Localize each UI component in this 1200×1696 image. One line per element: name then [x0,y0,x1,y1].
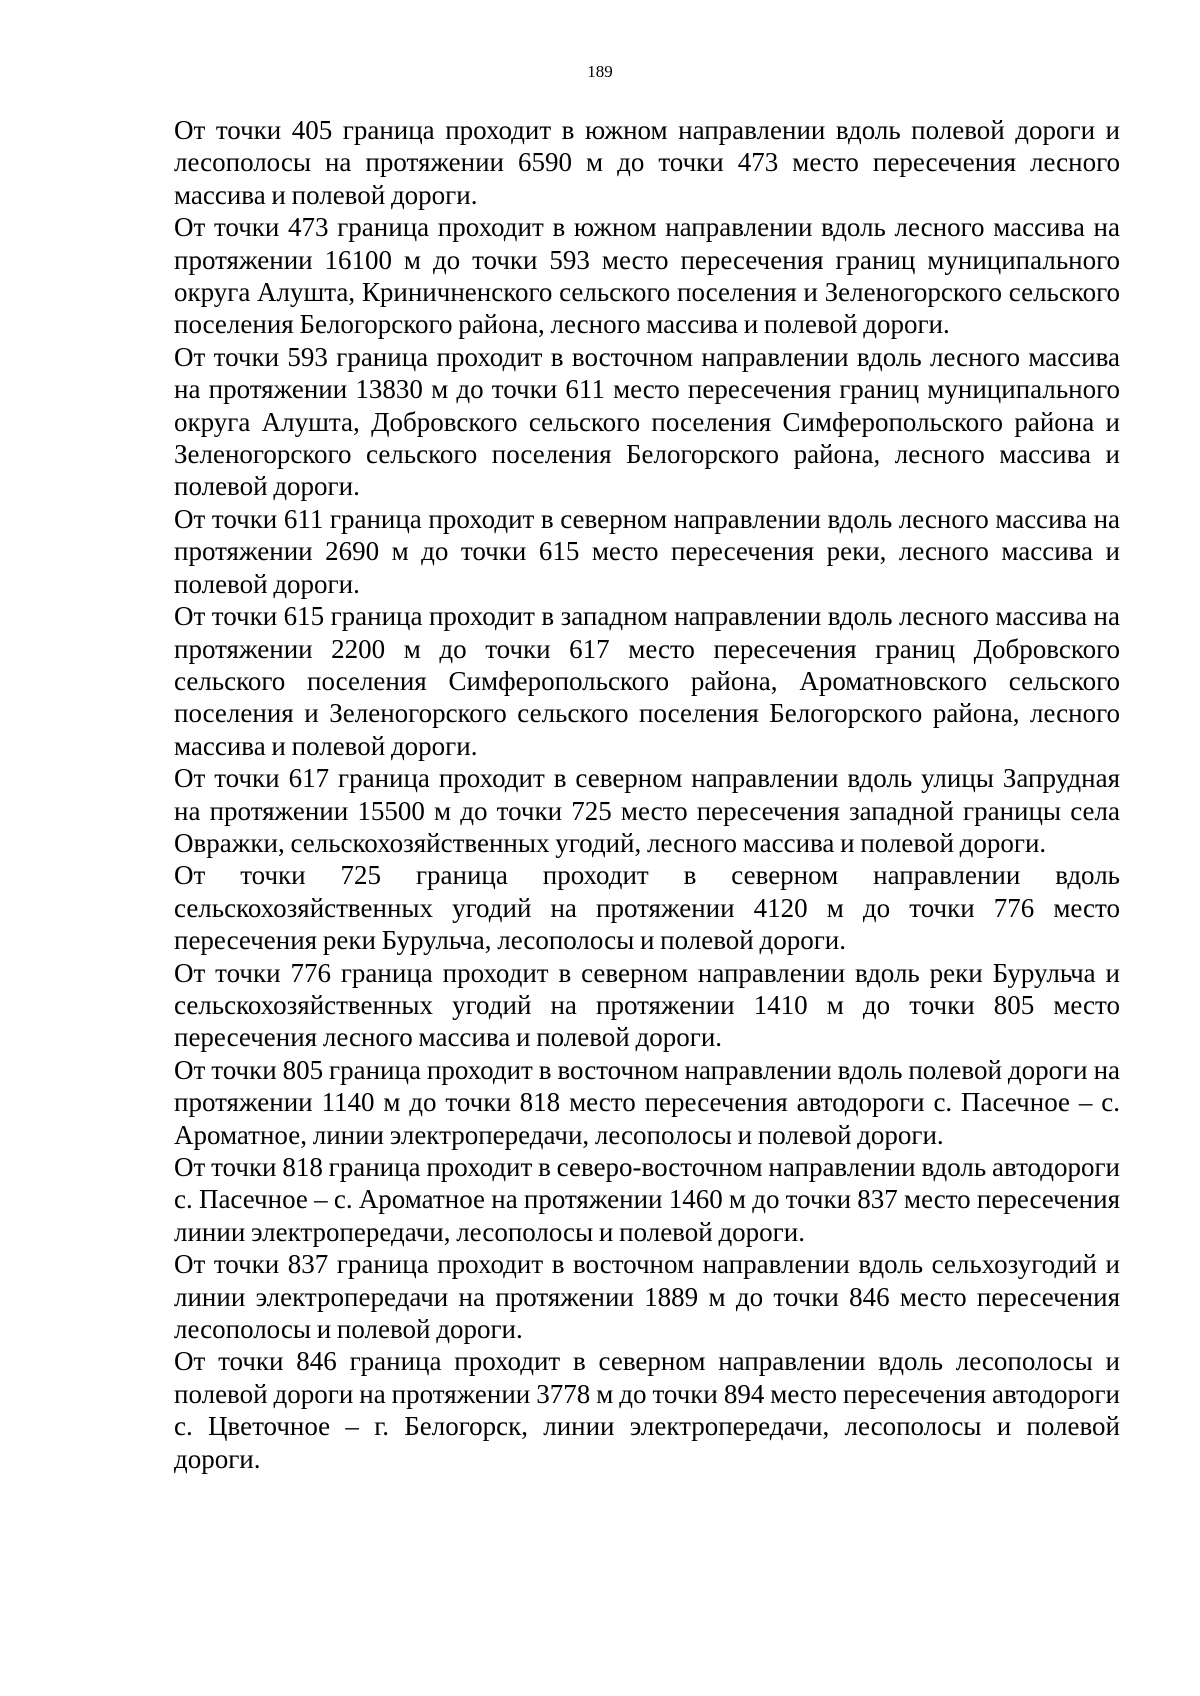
paragraph-point-776: От точки 776 граница проходит в северном направлении вдоль реки Бурульча и сельскохозяйственных угодий на протяжении 1410 м до точки 805 место пересечения лесного массива и полевой дороги. [174,957,1120,1053]
paragraph-point-473: От точки 473 граница проходит в южном направлении вдоль лесного массива на протяжении 16100 м до точки 593 место пересечения границ муниципального округа Алушта, Криничненского сельского поселения и Зеленогорского сельского поселения Белогорского района, лесного массива и полевой дороги. [174,212,1120,340]
paragraph-point-725: От точки 725 граница проходит в северном направлении вдоль сельскохозяйственных угодий на протяжении 4120 м до точки 776 место пересечения реки Бурульча, лесополосы и полевой дороги. [174,860,1120,956]
document-body [174,114,1120,1475]
paragraph-point-617: От точки 617 граница проходит в северном направлении вдоль улицы Запрудная на протяжении 15500 м до точки 725 место пересечения западной границы села Овражки, сельскохозяйственных угодий, лесного массива и полевой дороги. [174,763,1120,858]
paragraph-point-818: От точки 818 граница проходит в северо-восточном направлении вдоль автодороги с. Пасечное – с. Ароматное на протяжении 1460 м до точки 837 место пересечения линии электропередачи, лесополосы и полевой дороги. [174,1152,1120,1247]
paragraph-point-405: От точки 405 граница проходит в южном направлении вдоль полевой дороги и лесополосы на протяжении 6590 м до точки 473 место пересечения лесного массива и полевой дороги. [174,115,1120,210]
paragraph-point-615: От точки 615 граница проходит в западном направлении вдоль лесного массива на протяжении 2200 м до точки 617 место пересечения границ Добровского сельского поселения Симферопольского района, Ароматновского сельского поселения и Зеленогорского сельского поселения Белогорского района, лесного массива и полевой дороги. [174,601,1120,761]
paragraph-point-846: От точки 846 граница проходит в северном направлении вдоль лесополосы и полевой дороги на протяжении 3778 м до точки 894 место пересечения автодороги с. Цветочное – г. Белогорск, линии электропередачи, лесополосы и полевой дороги. [174,1346,1120,1474]
paragraph-point-805: От точки 805 граница проходит в восточном направлении вдоль полевой дороги на протяжении 1140 м до точки 818 место пересечения автодороги с. Пасечное – с. Ароматное, линии электропередачи, лесополосы и полевой дороги. [174,1054,1120,1150]
paragraph-point-611: От точки 611 граница проходит в северном направлении вдоль лесного массива на протяжении 2690 м до точки 615 место пересечения реки, лесного массива и полевой дороги. [174,503,1120,599]
paragraph-point-837: От точки 837 граница проходит в восточном направлении вдоль сельхозугодий и линии электропередачи на протяжении 1889 м до точки 846 место пересечения лесополосы и полевой дороги. [174,1249,1120,1345]
page-number: 189 [587,62,613,81]
paragraph-point-593: От точки 593 граница проходит в восточном направлении вдоль лесного массива на протяжении 13830 м до точки 611 место пересечения границ муниципального округа Алушта, Добровского сельского поселения Симферопольского района и Зеленогорского сельского поселения Белогорского района, лесного массива и полевой дороги. [174,341,1120,502]
